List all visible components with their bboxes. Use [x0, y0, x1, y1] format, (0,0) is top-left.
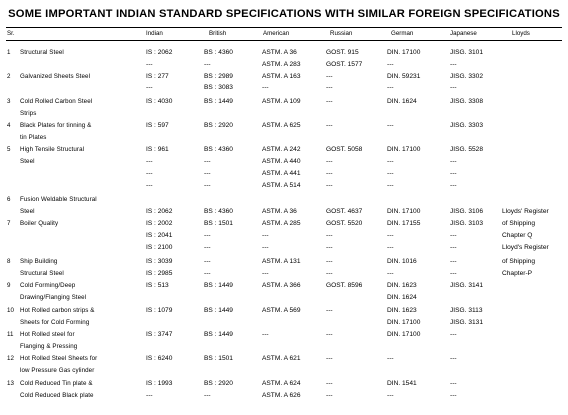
russian-spec: --- [326, 73, 333, 80]
british-spec: --- [204, 270, 211, 277]
steel-description: Strips [20, 110, 37, 117]
german-spec: DIN. 1016 [387, 258, 417, 265]
american-spec: --- [262, 84, 269, 91]
col-header-russian: Russian [330, 30, 353, 37]
col-header-american: American [263, 30, 290, 37]
american-spec: ASTM. A 36 [262, 208, 297, 215]
british-spec: BS : 1449 [204, 331, 233, 338]
indian-spec: IS : 2100 [146, 244, 173, 251]
russian-spec: GOST. 5520 [326, 220, 363, 227]
german-spec: --- [387, 182, 394, 189]
japanese-spec: JISG. 3103 [450, 220, 483, 227]
american-spec: --- [262, 232, 269, 239]
steel-description: Steel [20, 208, 35, 215]
german-spec: DIN. 17100 [387, 319, 421, 326]
american-spec: ASTM. A 625 [262, 122, 301, 129]
indian-spec: IS : 2985 [146, 270, 173, 277]
indian-spec: IS : 4030 [146, 98, 173, 105]
japanese-spec: JISG. 3113 [450, 307, 483, 314]
indian-spec: --- [146, 170, 153, 177]
steel-description: Drawing/Flanging Steel [20, 294, 87, 301]
american-spec: ASTM. A 626 [262, 392, 301, 399]
american-spec: ASTM. A 441 [262, 170, 301, 177]
german-spec: --- [387, 270, 394, 277]
british-spec: --- [204, 170, 211, 177]
steel-description: Fusion Weldable Structural [20, 196, 97, 203]
serial-number: 1 [7, 49, 11, 56]
col-header-japanese: Japanese [450, 30, 477, 37]
lloyds-spec: of Shipping [502, 220, 535, 227]
russian-spec: --- [326, 84, 333, 91]
german-spec: DIN. 17100 [387, 331, 421, 338]
german-spec: --- [387, 122, 394, 129]
russian-spec: --- [326, 258, 333, 265]
japanese-spec: --- [450, 182, 457, 189]
british-spec: --- [204, 392, 211, 399]
japanese-spec: --- [450, 61, 457, 68]
british-spec: --- [204, 232, 211, 239]
american-spec: ASTM. A 624 [262, 380, 301, 387]
german-spec: --- [387, 355, 394, 362]
japanese-spec: JISG. 3303 [450, 122, 483, 129]
indian-spec: --- [146, 84, 153, 91]
indian-spec: IS : 3039 [146, 258, 173, 265]
japanese-spec: --- [450, 170, 457, 177]
steel-description: Hot Rolled steel for [20, 331, 75, 338]
indian-spec: --- [146, 61, 153, 68]
german-spec: --- [387, 232, 394, 239]
japanese-spec: JISG. 3141 [450, 282, 483, 289]
german-spec: DIN. 1541 [387, 380, 417, 387]
col-header-sr: Sr. [7, 30, 15, 37]
german-spec: DIN. 17100 [387, 146, 421, 153]
serial-number: 4 [7, 122, 11, 129]
steel-description: Cold Reduced Black plate [20, 392, 94, 399]
steel-description: Steel [20, 158, 35, 165]
japanese-spec: --- [450, 355, 457, 362]
german-spec: DIN. 59231 [387, 73, 421, 80]
steel-description: Hot Rolled carbon strips & [20, 307, 95, 314]
indian-spec: --- [146, 158, 153, 165]
steel-description: Cold Rolled Carbon Steel [20, 98, 93, 105]
russian-spec: GOST. 1577 [326, 61, 363, 68]
indian-spec: --- [146, 182, 153, 189]
japanese-spec: JISG. 3308 [450, 98, 483, 105]
american-spec: ASTM. A 163 [262, 73, 301, 80]
serial-number: 7 [7, 220, 11, 227]
russian-spec: --- [326, 380, 333, 387]
indian-spec: IS : 2002 [146, 220, 173, 227]
russian-spec: --- [326, 355, 333, 362]
serial-number: 11 [7, 331, 14, 338]
steel-description: Structural Steel [20, 270, 64, 277]
steel-description: Structural Steel [20, 49, 64, 56]
russian-spec: --- [326, 158, 333, 165]
german-spec: --- [387, 392, 394, 399]
russian-spec: --- [326, 232, 333, 239]
steel-description: Flanging & Pressing [20, 343, 78, 350]
lloyds-spec: Lloyds' Register [502, 208, 549, 215]
steel-description: High Tensile Structural [20, 146, 85, 153]
top-rule [6, 27, 562, 28]
german-spec: DIN. 17155 [387, 220, 421, 227]
american-spec: ASTM. A 36 [262, 49, 297, 56]
japanese-spec: --- [450, 84, 457, 91]
german-spec: DIN. 1623 [387, 307, 417, 314]
steel-description: Cold Forming/Deep [20, 282, 76, 289]
german-spec: DIN. 17100 [387, 49, 421, 56]
lloyds-spec: Lloyd's Register [502, 244, 549, 251]
steel-description: Ship Building [20, 258, 58, 265]
indian-spec: IS : 1079 [146, 307, 173, 314]
serial-number: 12 [7, 355, 14, 362]
american-spec: ASTM. A 109 [262, 98, 301, 105]
indian-spec: IS : 961 [146, 146, 169, 153]
steel-description: tin Plates [20, 134, 47, 141]
british-spec: BS : 1501 [204, 220, 233, 227]
steel-description: Hot Rolled Steel Sheets for [20, 355, 98, 362]
lloyds-spec: Chapter Q [502, 232, 533, 239]
american-spec: --- [262, 331, 269, 338]
german-spec: --- [387, 170, 394, 177]
russian-spec: --- [326, 307, 333, 314]
japanese-spec: --- [450, 392, 457, 399]
col-header-lloyds: Lloyds [512, 30, 530, 37]
american-spec: ASTM. A 285 [262, 220, 301, 227]
col-header-indian: Indian [146, 30, 163, 37]
russian-spec: GOST. 5058 [326, 146, 363, 153]
steel-description: Cold Reduced Tin plate & [20, 380, 93, 387]
indian-spec: IS : 1993 [146, 380, 173, 387]
japanese-spec: --- [450, 232, 457, 239]
british-spec: --- [204, 61, 211, 68]
german-spec: --- [387, 84, 394, 91]
indian-spec: --- [146, 392, 153, 399]
russian-spec: GOST. 4637 [326, 208, 363, 215]
british-spec: --- [204, 182, 211, 189]
british-spec: --- [204, 244, 211, 251]
japanese-spec: --- [450, 244, 457, 251]
serial-number: 3 [7, 98, 11, 105]
american-spec: ASTM. A 569 [262, 307, 301, 314]
american-spec: --- [262, 244, 269, 251]
japanese-spec: JISG. 5528 [450, 146, 483, 153]
british-spec: BS : 2920 [204, 380, 233, 387]
japanese-spec: JISG. 3302 [450, 73, 483, 80]
american-spec: ASTM. A 242 [262, 146, 301, 153]
steel-description: Sheets for Cold Forming [20, 319, 90, 326]
russian-spec: --- [326, 244, 333, 251]
british-spec: --- [204, 258, 211, 265]
serial-number: 10 [7, 307, 14, 314]
british-spec: BS : 1449 [204, 282, 233, 289]
british-spec: BS : 1449 [204, 307, 233, 314]
russian-spec: --- [326, 122, 333, 129]
indian-spec: IS : 513 [146, 282, 169, 289]
german-spec: DIN. 1624 [387, 294, 417, 301]
russian-spec: --- [326, 331, 333, 338]
steel-description: Boiler Quality [20, 220, 59, 227]
german-spec: --- [387, 61, 394, 68]
japanese-spec: --- [450, 258, 457, 265]
german-spec: DIN. 1623 [387, 282, 417, 289]
german-spec: --- [387, 244, 394, 251]
col-header-german: German [391, 30, 414, 37]
british-spec: --- [204, 158, 211, 165]
indian-spec: IS : 2062 [146, 208, 173, 215]
indian-spec: IS : 2062 [146, 49, 173, 56]
japanese-spec: --- [450, 158, 457, 165]
serial-number: 2 [7, 73, 11, 80]
steel-description: Galvanized Sheets Steel [20, 73, 91, 80]
british-spec: BS : 4360 [204, 208, 233, 215]
col-header-british: British [209, 30, 227, 37]
japanese-spec: JISG. 3106 [450, 208, 483, 215]
german-spec: --- [387, 158, 394, 165]
japanese-spec: --- [450, 331, 457, 338]
british-spec: BS : 1449 [204, 98, 233, 105]
lloyds-spec: Chapter-P [502, 270, 533, 277]
lloyds-spec: of Shipping [502, 258, 535, 265]
british-spec: BS : 2920 [204, 122, 233, 129]
indian-spec: IS : 6240 [146, 355, 173, 362]
indian-spec: IS : 277 [146, 73, 169, 80]
american-spec: ASTM. A 440 [262, 158, 301, 165]
serial-number: 6 [7, 196, 11, 203]
japanese-spec: --- [450, 380, 457, 387]
page-title: SOME IMPORTANT INDIAN STANDARD SPECIFICATIONS WITH SIMILAR FOREIGN SPECIFICATIONS [8, 8, 560, 20]
serial-number: 13 [7, 380, 14, 387]
american-spec: ASTM. A 366 [262, 282, 301, 289]
american-spec: ASTM. A 131 [262, 258, 301, 265]
british-spec: BS : 3083 [204, 84, 233, 91]
american-spec: --- [262, 270, 269, 277]
russian-spec: --- [326, 392, 333, 399]
british-spec: BS : 4360 [204, 49, 233, 56]
german-spec: DIN. 1624 [387, 98, 417, 105]
japanese-spec: JISG. 3131 [450, 319, 483, 326]
british-spec: BS : 1501 [204, 355, 233, 362]
british-spec: BS : 4360 [204, 146, 233, 153]
russian-spec: --- [326, 270, 333, 277]
serial-number: 8 [7, 258, 11, 265]
header-rule [6, 40, 562, 41]
japanese-spec: JISG. 3101 [450, 49, 483, 56]
japanese-spec: --- [450, 270, 457, 277]
indian-spec: IS : 3747 [146, 331, 173, 338]
russian-spec: --- [326, 182, 333, 189]
russian-spec: GOST. 915 [326, 49, 359, 56]
indian-spec: IS : 2041 [146, 232, 173, 239]
german-spec: DIN. 17100 [387, 208, 421, 215]
indian-spec: IS : 597 [146, 122, 169, 129]
american-spec: ASTM. A 621 [262, 355, 301, 362]
british-spec: BS : 2989 [204, 73, 233, 80]
american-spec: ASTM. A 283 [262, 61, 301, 68]
russian-spec: --- [326, 98, 333, 105]
russian-spec: --- [326, 170, 333, 177]
russian-spec: GOST. 8596 [326, 282, 363, 289]
steel-description: Black Plates for tinning & [20, 122, 92, 129]
american-spec: ASTM. A 514 [262, 182, 301, 189]
steel-description: low Pressure Gas cylinder [20, 367, 95, 374]
serial-number: 9 [7, 282, 11, 289]
serial-number: 5 [7, 146, 11, 153]
